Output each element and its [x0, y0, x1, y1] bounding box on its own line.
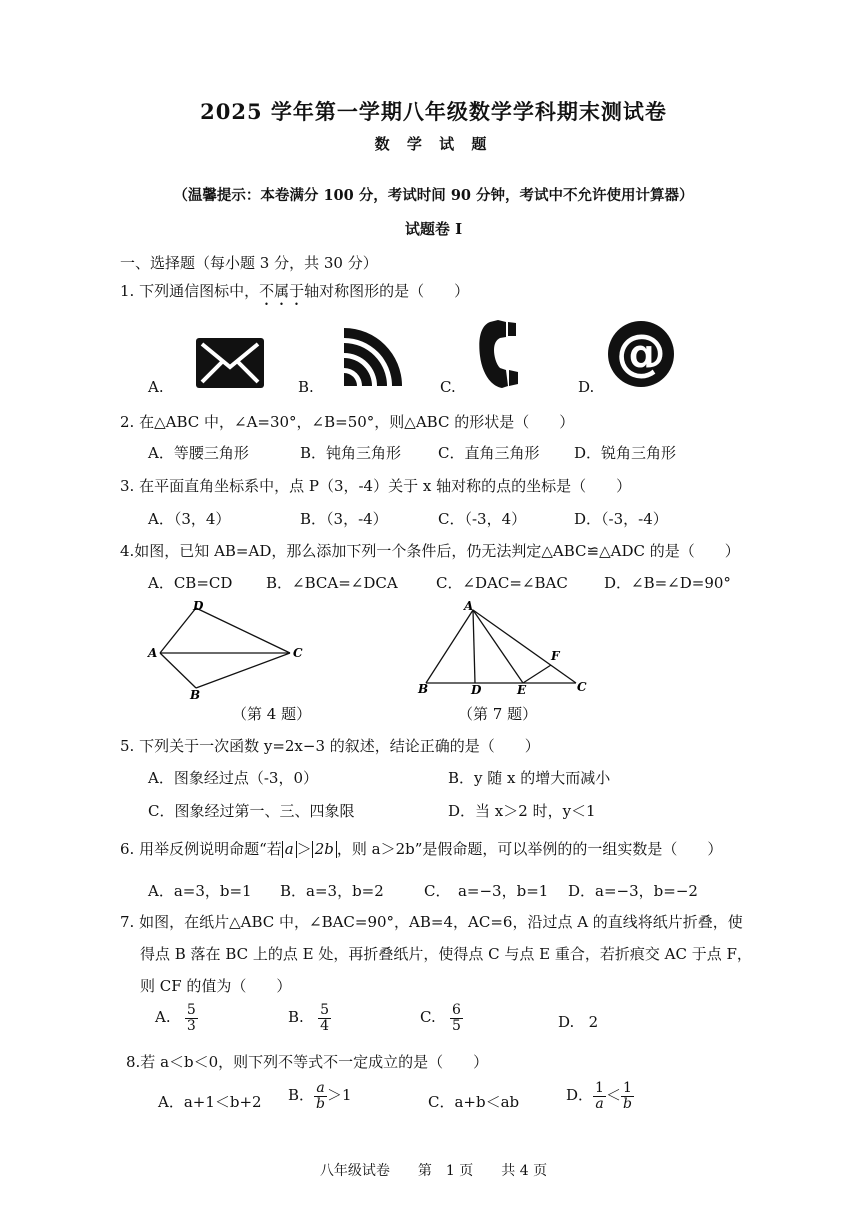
at-sign-icon: @ [608, 321, 674, 387]
q6-option-b: B．a=3，b=2 [280, 882, 384, 900]
q2-option-a: A．等腰三角形 [148, 444, 249, 462]
fig4-label-a: A [148, 646, 158, 660]
fig4-label-d: D [193, 599, 204, 613]
envelope-icon [196, 338, 264, 392]
q5-option-c: C．图象经过第一、三、四象限 [148, 802, 355, 820]
question-7-line2: 得点 B 落在 BC 上的点 E 处，再折叠纸片，使得点 C 与点 E 重合，若折痕交 AC 于点 F， [140, 945, 752, 963]
abs-a: a [282, 841, 297, 858]
fig7-label-d: D [471, 683, 482, 696]
q5-option-a: A．图象经过点（-3，0） [148, 769, 318, 787]
fig7-label-e: E [517, 683, 527, 696]
q8-option-c: C．a+b＜ab [428, 1093, 520, 1111]
exam-subtitle: 数 学 试 题 [374, 135, 493, 153]
question-7-line1: 7. 如图，在纸片△ABC 中，∠BAC=90°，AB=4，AC=6，沿过点 A 的直线将纸片折叠，使 [120, 913, 743, 931]
signal-icon [342, 326, 404, 392]
abs-2b: 2b [312, 841, 337, 858]
question-2-stem: 2. 在△ABC 中，∠A=30°，∠B=50°，则△ABC 的形状是（ ） [120, 413, 575, 431]
q6-option-d: D．a=−3，b=−2 [568, 882, 698, 900]
q8-option-b: B． $\frac{a}{b}$ ＞1 [288, 1080, 352, 1112]
q1-option-a-label: A. [148, 378, 164, 396]
q1-option-b-label: B. [298, 378, 314, 396]
q3-option-c: C．（-3，4） [438, 510, 527, 528]
figure-7 [412, 596, 597, 700]
fig7-label-a: A [464, 599, 474, 613]
q1-option-c-label: C. [440, 378, 456, 396]
q6-option-c: C． a=−3，b=1 [424, 882, 549, 900]
fig4-label-c: C [293, 646, 303, 660]
figure-4 [140, 598, 315, 707]
question-6-stem: 6. 用举反例说明命题“若 a ＞ 2b ，则 a＞2b”是假命题，可以举例的的一组实数是（ ） [120, 840, 723, 858]
fig7-label-c: C [577, 680, 587, 694]
q2-option-b: B．钝角三角形 [300, 444, 402, 462]
q4-option-d: D．∠B=∠D=90° [604, 574, 731, 592]
q8-option-d: D． $\frac{1}{a}$ ＜ $\frac{1}{b}$ [566, 1080, 632, 1112]
figure-7-caption: （第 7 题） [458, 705, 538, 723]
fig7-label-b: B [418, 682, 429, 696]
page-footer: 八年级试卷 第 1 页 共 4 页 [319, 1163, 548, 1179]
q3-option-a: A．（3，4） [148, 510, 231, 528]
q8-option-a: A．a+1＜b+2 [158, 1093, 262, 1111]
q7-option-d: D. 2 [558, 1013, 599, 1031]
question-8-stem: 8.若 a＜b＜0，则下列不等式不一定成立的是（ ） [126, 1053, 489, 1071]
section-title: 一、选择题（每小题 3 分，共 30 分） [120, 254, 378, 272]
exam-notice: （温馨提示：本卷满分 100 分，考试时间 90 分钟，考试中不允许使用计算器） [173, 187, 694, 204]
q4-option-b: B．∠BCA=∠DCA [266, 574, 398, 592]
q4-option-c: C．∠DAC=∠BAC [436, 574, 568, 592]
question-4-stem: 4.如图，已知 AB=AD，那么添加下列一个条件后，仍无法判定△ABC≌△ADC 的是（ ） [120, 542, 740, 560]
question-1-stem: 1. 下列通信图标中，不属于轴对称图形的是（ ） [120, 282, 470, 300]
q3-option-b: B．（3，-4） [300, 510, 388, 528]
question-7-line3: 则 CF 的值为（ ） [140, 977, 292, 995]
emphasis-text: 不属于 [259, 282, 305, 300]
q3-option-d: D．（-3，-4） [574, 510, 668, 528]
q7-option-c: C. $\frac{6}{5}$ [420, 1002, 461, 1034]
fig7-label-f: F [551, 649, 560, 663]
q7-option-a: A. $\frac{5}{3}$ [155, 1002, 196, 1034]
q2-option-d: D．锐角三角形 [574, 444, 677, 462]
q6-option-a: A．a=3，b=1 [148, 882, 252, 900]
q2-option-c: C．直角三角形 [438, 444, 540, 462]
question-5-stem: 5. 下列关于一次函数 y=2x−3 的叙述，结论正确的是（ ） [120, 737, 540, 755]
q5-option-d: D．当 x＞2 时，y＜1 [448, 802, 596, 820]
q4-option-a: A．CB=CD [148, 574, 233, 592]
q7-option-b: B. $\frac{5}{4}$ [288, 1002, 330, 1034]
q1-option-d-label: D. [578, 378, 595, 396]
q5-option-b: B．y 随 x 的增大而减小 [448, 769, 611, 787]
paper-label: 试题卷 I [404, 220, 463, 238]
phone-icon [478, 320, 520, 394]
question-3-stem: 3. 在平面直角坐标系中，点 P（3，-4）关于 x 轴对称的点的坐标是（ ） [120, 477, 632, 495]
figure-4-caption: （第 4 题） [232, 705, 312, 723]
fig4-label-b: B [190, 688, 201, 702]
exam-title: 2025 学年第一学期八年级数学学科期末测试卷 [200, 99, 667, 124]
